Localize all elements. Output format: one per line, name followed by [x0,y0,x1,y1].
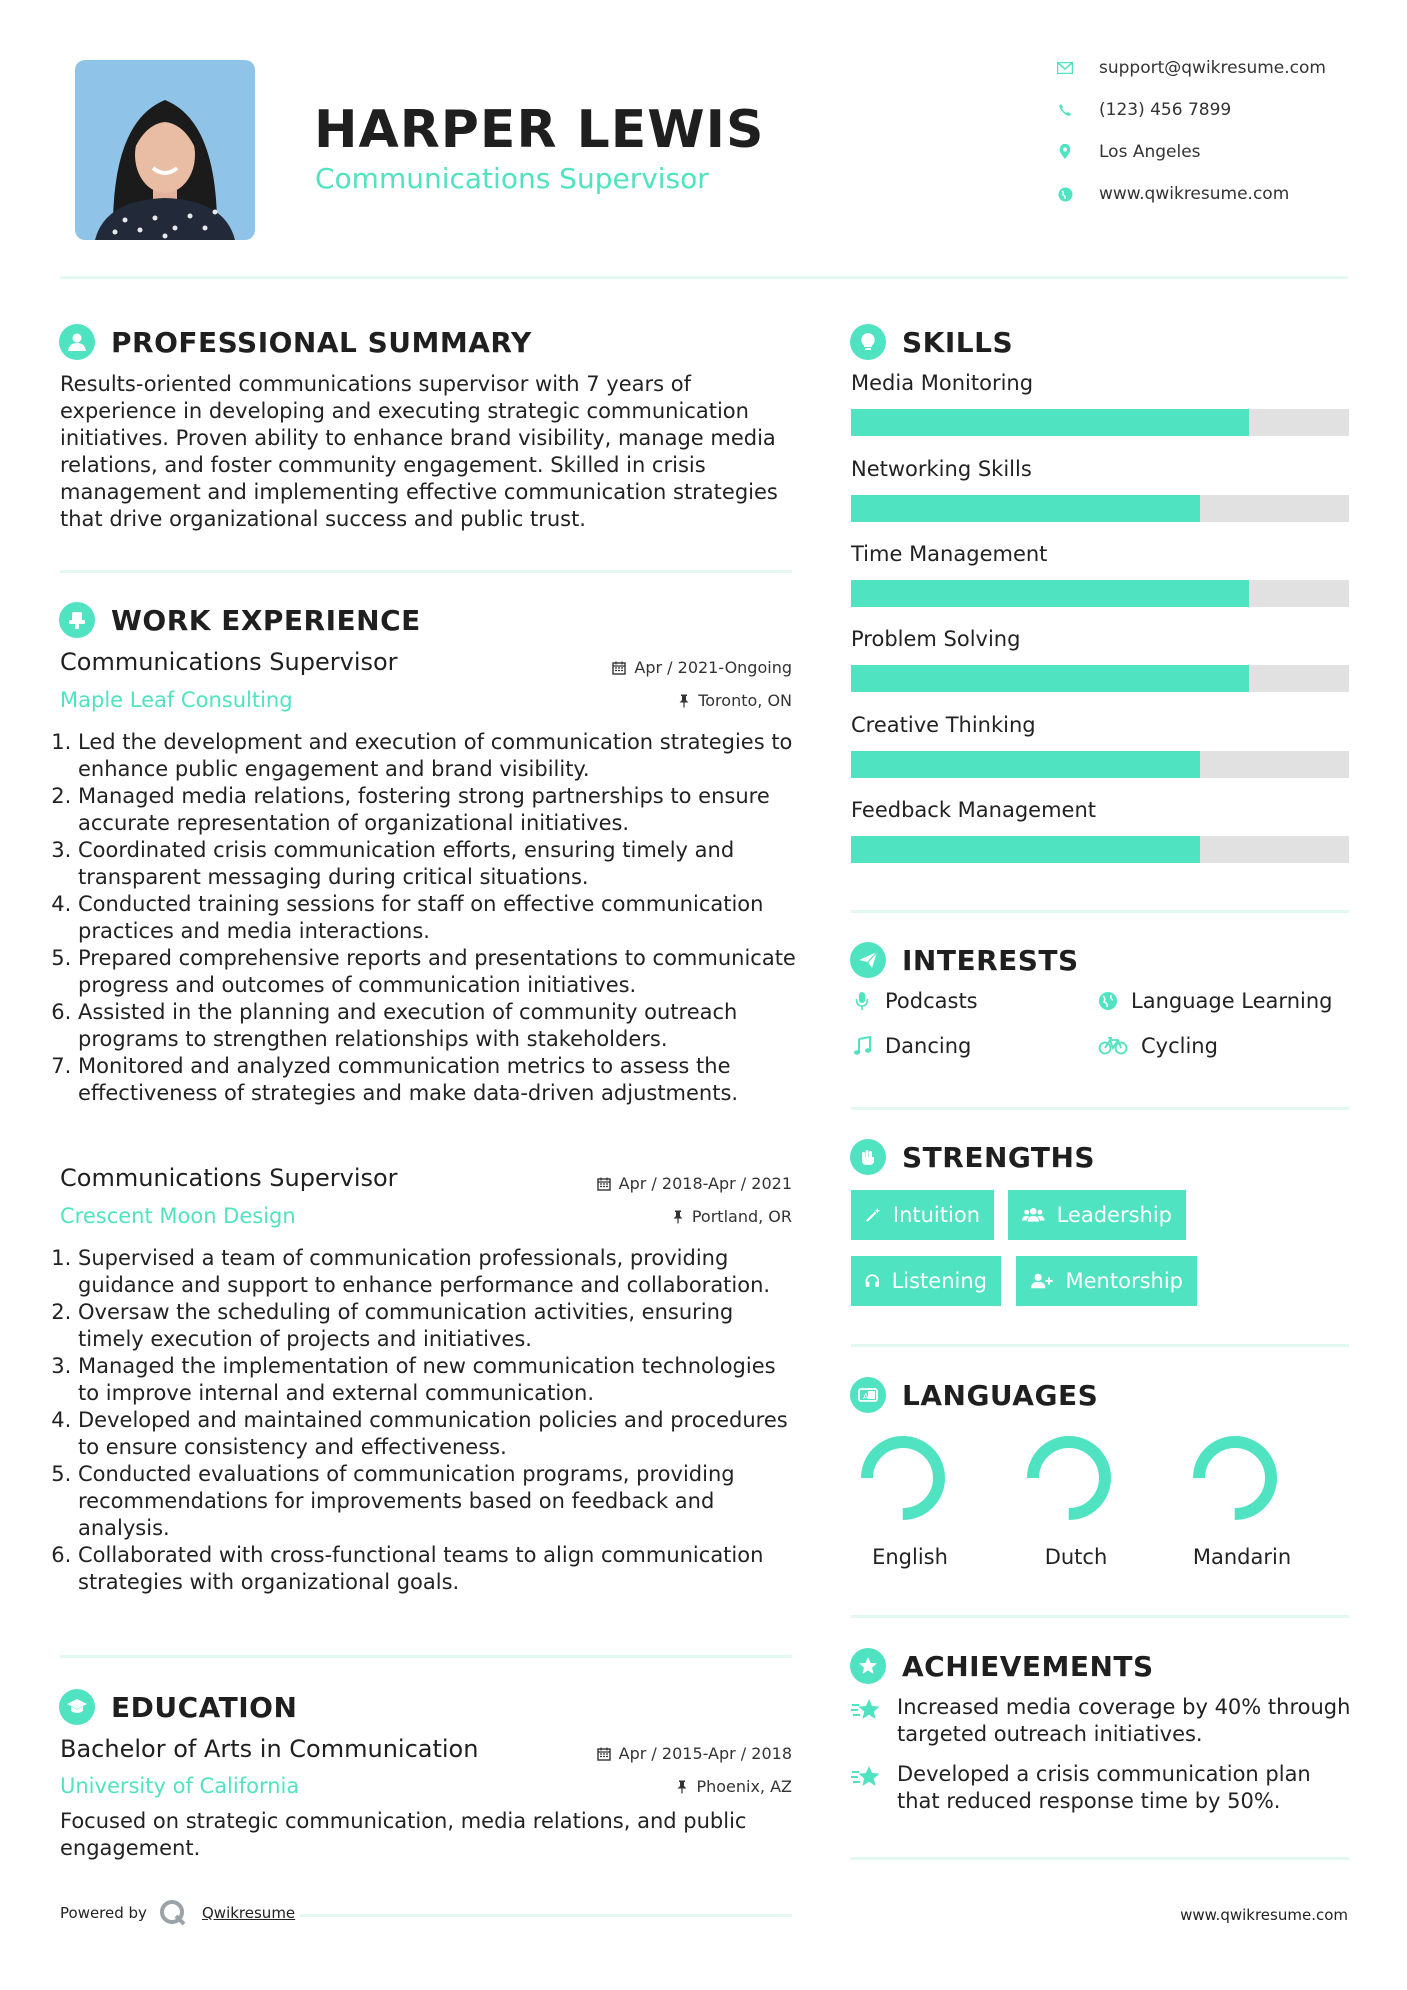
job-1-bullet: 3. Coordinated crisis communication efforts, ensuring timely and transparent messaging during critical situations. [78,837,800,891]
achievement-text: Increased media coverage by 40% through targeted outreach initiatives. [897,1695,1351,1746]
phone-icon [1055,103,1075,117]
experience-divider [60,1655,792,1658]
job-2-bullet: 4. Developed and maintained communication policies and procedures to ensure consistency and effectiveness. [78,1407,800,1461]
language-label: Dutch [1044,1545,1108,1569]
job-2-bullet: 1. Supervised a team of communication professionals, providing guidance and support to enhance performance and collaboration. [78,1245,800,1299]
users-icon [1022,1206,1045,1224]
job-2-company: Crescent Moon Design [60,1204,296,1228]
skills-divider [851,910,1349,913]
job-2-bullet: 3. Managed the implementation of new communication technologies to improve internal and external communication. [78,1353,800,1407]
globe-icon [1097,991,1119,1011]
calendar-icon [612,661,626,675]
language-ring-arc [1033,1442,1105,1514]
language-label: Mandarin [1192,1545,1292,1569]
magic-wand-icon [865,1206,881,1224]
lightbulb-icon [850,324,886,360]
calendar-icon [597,1177,611,1191]
footer-url[interactable]: www.qwikresume.com [1180,1906,1348,1924]
music-icon [851,1036,873,1056]
strength-chip [851,1256,1001,1306]
achievements-divider [851,1857,1349,1860]
languages-divider [851,1615,1349,1618]
strength-chip [1008,1190,1186,1240]
contact-email[interactable] [1055,58,1326,78]
skill-bar [851,665,1349,692]
interest-item [851,989,978,1013]
education-location-text: Phoenix, AZ [696,1777,792,1796]
education-degree: Bachelor of Arts in Communication [60,1735,479,1763]
job-2-bullets [60,1245,800,1596]
skill-bar-fill [851,836,1200,863]
job-2-location-text: Portland, OR [691,1207,792,1226]
contact-location [1055,142,1201,162]
skill-label: Media Monitoring [851,371,1034,395]
paper-plane-icon [850,942,886,978]
job-1-dates-text: Apr / 2021-Ongoing [634,658,792,677]
interest-item [1097,1034,1218,1058]
bicycle-icon [1097,1037,1129,1055]
achievement-text: Developed a crisis communication plan that reduced response time by 50%. [897,1762,1311,1813]
footer-divider [300,1914,792,1917]
skill-label: Creative Thinking [851,713,1036,737]
language-ring-3 [1187,1430,1283,1530]
skill-bar-fill [851,751,1200,778]
globe-icon [1055,187,1075,202]
graduation-cap-icon [59,1689,95,1725]
skills-heading [850,324,1013,360]
user-plus-icon [1030,1272,1054,1290]
headphones-icon [865,1272,880,1290]
strength-label: Intuition [892,1203,980,1227]
skill-bar-fill [851,495,1200,522]
strengths-title: STRENGTHS [902,1140,1096,1174]
skill-bar [851,409,1349,436]
language-icon [850,1377,886,1413]
qwikresume-brand-link[interactable] [158,1898,295,1928]
skill-bar-fill [851,665,1249,692]
education-dates [597,1744,792,1763]
skill-label: Networking Skills [851,457,1032,481]
education-school: University of California [60,1774,300,1798]
briefcase-icon [59,602,95,638]
star-icon [851,1694,887,1748]
fist-icon [850,1139,886,1175]
strengths-heading [850,1139,1095,1175]
strength-label: Listening [891,1269,987,1293]
skill-label: Feedback Management [851,798,1097,822]
education-title: EDUCATION [111,1690,298,1724]
strengths-divider [851,1344,1349,1347]
education-dates-text: Apr / 2015-Apr / 2018 [618,1744,792,1763]
experience-heading [59,602,421,638]
language-label: English [872,1545,948,1569]
language-ring-arc [1199,1442,1271,1514]
job-1-dates [612,658,792,677]
experience-title: WORK EXPERIENCE [111,603,421,637]
achievement-item [851,1694,1351,1748]
skill-bar-fill [851,409,1249,436]
summary-heading [59,324,532,360]
star-badge-icon [850,1648,886,1684]
job-2-bullet: 6. Collaborated with cross-functional teams to align communication strategies with organizational goals. [78,1542,800,1596]
job-1-bullet: 5. Prepared comprehensive reports and presentations to communicate progress and outcomes of communication initiatives. [78,945,800,999]
job-2-location [672,1207,792,1226]
powered-by-label: Powered by [60,1904,147,1922]
language-ring-1 [855,1430,951,1530]
job-2-title: Communications Supervisor [60,1164,398,1192]
skill-bar [851,836,1349,863]
summary-title: PROFESSIONAL SUMMARY [111,325,532,359]
header-divider [60,276,1348,279]
skill-bar [851,580,1349,607]
interests-heading [850,942,1079,978]
contact-location-text: Los Angeles [1099,142,1201,162]
language-ring-2 [1021,1430,1117,1530]
strength-label: Mentorship [1065,1269,1183,1293]
skill-bar-fill [851,580,1249,607]
interests-title: INTERESTS [902,943,1079,977]
job-2-dates [597,1174,792,1193]
achievements-title: ACHIEVEMENTS [902,1649,1154,1683]
strength-chip [1016,1256,1197,1306]
candidate-name: HARPER LEWIS [314,100,765,160]
skill-label: Time Management [851,542,1048,566]
job-2-bullet: 5. Conducted evaluations of communication programs, providing recommendations for improvements based on feedback and analysis. [78,1461,800,1542]
skill-bar [851,751,1349,778]
interest-item [851,1034,971,1058]
interest-label: Dancing [885,1034,972,1058]
job-1-bullet: 4. Conducted training sessions for staff on effective communication practices and media interactions. [78,891,800,945]
skill-label: Problem Solving [851,627,1021,651]
interest-label: Podcasts [885,989,978,1013]
qwikresume-logo-icon [158,1898,188,1928]
job-2-dates-text: Apr / 2018-Apr / 2021 [618,1174,792,1193]
job-1-bullet: 2. Managed media relations, fostering strong partnerships to ensure accurate representation of organizational initiatives. [78,783,800,837]
pushpin-icon [676,1780,688,1794]
skill-bar [851,495,1349,522]
interest-label: Language Learning [1131,989,1333,1013]
education-heading [59,1689,297,1725]
summary-divider [60,570,792,573]
microphone-icon [851,991,873,1011]
job-1-title: Communications Supervisor [60,648,398,676]
contact-phone-text: (123) 456 7899 [1099,100,1232,120]
pushpin-icon [678,694,690,708]
job-1-location [678,691,792,710]
user-icon [59,324,95,360]
contact-email-text: support@qwikresume.com [1099,58,1326,78]
summary-text: Results-oriented communications supervisor with 7 years of experience in developing and executing strategic communication initiatives. Proven ability to enhance brand visibility, manage media relations, and foster community engagement. Skilled in crisis management and implementing effective communication strategies that drive organizational success and public trust. [60,372,778,531]
pushpin-icon [672,1210,684,1224]
skills-title: SKILLS [902,325,1014,359]
strength-label: Leadership [1056,1203,1172,1227]
contact-phone[interactable] [1055,100,1231,120]
contact-website[interactable] [1055,184,1289,204]
profile-photo [75,60,255,240]
interest-item [1097,989,1332,1013]
job-1-bullet: 1. Led the development and execution of communication strategies to enhance public engagement and brand visibility. [78,729,800,783]
languages-title: LANGUAGES [902,1378,1099,1412]
calendar-icon [597,1747,611,1761]
contact-website-text: www.qwikresume.com [1099,184,1290,204]
envelope-icon [1055,62,1075,74]
education-description: Focused on strategic communication, media relations, and public engagement. [60,1809,747,1860]
map-pin-icon [1055,144,1075,160]
candidate-title: Communications Supervisor [315,162,709,195]
svg-text:A: A [863,1392,869,1401]
job-1-bullet: 6. Assisted in the planning and execution of community outreach programs to strengthen relationships with stakeholders. [78,999,800,1053]
achievements-heading [850,1648,1154,1684]
strength-chip [851,1190,994,1240]
languages-heading [850,1377,1098,1413]
achievement-item [851,1761,1351,1815]
job-1-bullets [60,729,800,1107]
qwikresume-brand-text: Qwikresume [202,1904,296,1922]
job-1-bullet: 7. Monitored and analyzed communication metrics to assess the effectiveness of strategies and make data-driven adjustments. [78,1053,800,1107]
interest-label: Cycling [1141,1034,1218,1058]
interests-divider [851,1107,1349,1110]
education-location [676,1777,792,1796]
star-icon [851,1761,887,1815]
job-1-location-text: Toronto, ON [698,691,792,710]
language-ring-arc [867,1442,939,1514]
job-2-bullet: 2. Oversaw the scheduling of communication activities, ensuring timely execution of projects and initiatives. [78,1299,800,1353]
job-1-company: Maple Leaf Consulting [60,688,293,712]
